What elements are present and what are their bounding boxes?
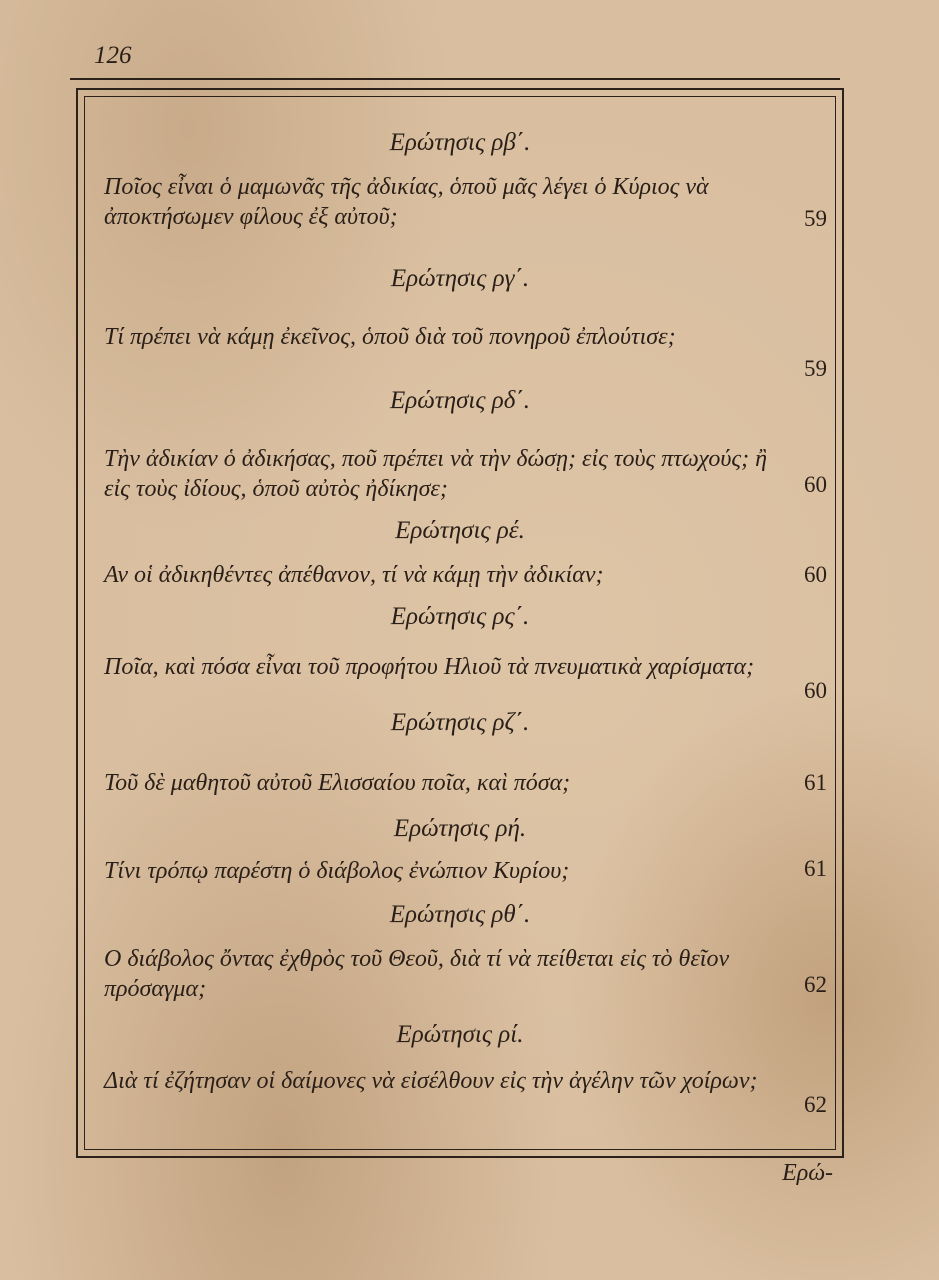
question-page-number: 60 <box>804 562 827 587</box>
question-text-body: Τίνι τρόπῳ παρέστη ὁ διάβολος ἐνώπιον Κυρίου; <box>104 858 570 884</box>
question-text <box>104 444 794 504</box>
question-text <box>104 172 794 232</box>
page-number: 126 <box>94 42 132 69</box>
question-text-body: Τὴν ἀδικίαν ὁ ἀδικήσας, ποῦ πρέπει νὰ τὴν δώσῃ; εἰς τοὺς πτωχούς; ἢ εἰς τοὺς ἰδίους, ὁποῦ αὐτὸς ἠδίκησε; <box>104 446 767 502</box>
question-text-body: Ποῖα, καὶ πόσα εἶναι τοῦ προφήτου Ηλιοῦ τὰ πνευματικὰ χαρίσματα; <box>104 654 755 680</box>
question-text <box>104 944 794 1004</box>
question-text <box>104 856 794 886</box>
question-text <box>104 322 794 352</box>
question-text <box>104 652 794 682</box>
question-page-number: 60 <box>804 678 827 703</box>
question-page-number: 61 <box>804 770 827 795</box>
question-page-number: 59 <box>804 206 827 231</box>
question-text-body: Ο διάβολος ὄντας ἐχθρὸς τοῦ Θεοῦ, διὰ τί νὰ πείθεται εἰς τὸ θεῖον πρόσαγμα; <box>104 946 730 1002</box>
question-text-body: Τοῦ δὲ μαθητοῦ αὐτοῦ Ελισσαίου ποῖα, καὶ πόσα; <box>104 770 571 796</box>
question-page-number: 61 <box>804 856 827 881</box>
question-text-body: Τί πρέπει νὰ κάμῃ ἐκεῖνος, ὁποῦ διὰ τοῦ πονηροῦ ἐπλούτισε; <box>104 324 676 350</box>
question-heading: Ερώτησις ρέ. <box>395 517 525 544</box>
question-text-body: Αν οἱ ἀδικηθέντες ἀπέθανον, τί νὰ κάμῃ τὴν ἀδικίαν; <box>104 562 604 588</box>
question-heading: Ερώτησις ργ΄. <box>390 265 530 292</box>
question-page-number: 59 <box>804 356 827 381</box>
question-heading: Ερώτησις ρς΄. <box>390 603 530 630</box>
question-page-number: 62 <box>804 972 827 997</box>
question-heading: Ερώτησις ρθ΄. <box>389 901 531 928</box>
question-text-body: Διὰ τί ἐζήτησαν οἱ δαίμονες νὰ εἰσέλθουν εἰς τὴν ἀγέλην τῶν χοίρων; <box>104 1068 758 1094</box>
top-rule <box>70 78 840 80</box>
question-heading: Ερώτησις ρβ΄. <box>389 129 531 156</box>
catchword: Ερώ- <box>782 1160 833 1186</box>
question-heading: Ερώτησις ρδ΄. <box>390 387 530 414</box>
question-page-number: 60 <box>804 472 827 497</box>
question-heading: Ερώτησις ρή. <box>393 815 527 842</box>
question-text <box>104 1066 794 1096</box>
question-heading: Ερώτησις ρί. <box>396 1021 524 1048</box>
question-heading: Ερώτησις ρζ΄. <box>390 709 530 736</box>
question-page-number: 62 <box>804 1092 827 1117</box>
question-text <box>104 768 794 798</box>
question-text <box>104 560 794 590</box>
question-text-body: Ποῖος εἶναι ὁ μαμωνᾶς τῆς ἀδικίας, ὁποῦ μᾶς λέγει ὁ Κύριος νὰ ἀποκτήσωμεν φίλους ἐξ αὐτοῦ; <box>104 174 709 230</box>
